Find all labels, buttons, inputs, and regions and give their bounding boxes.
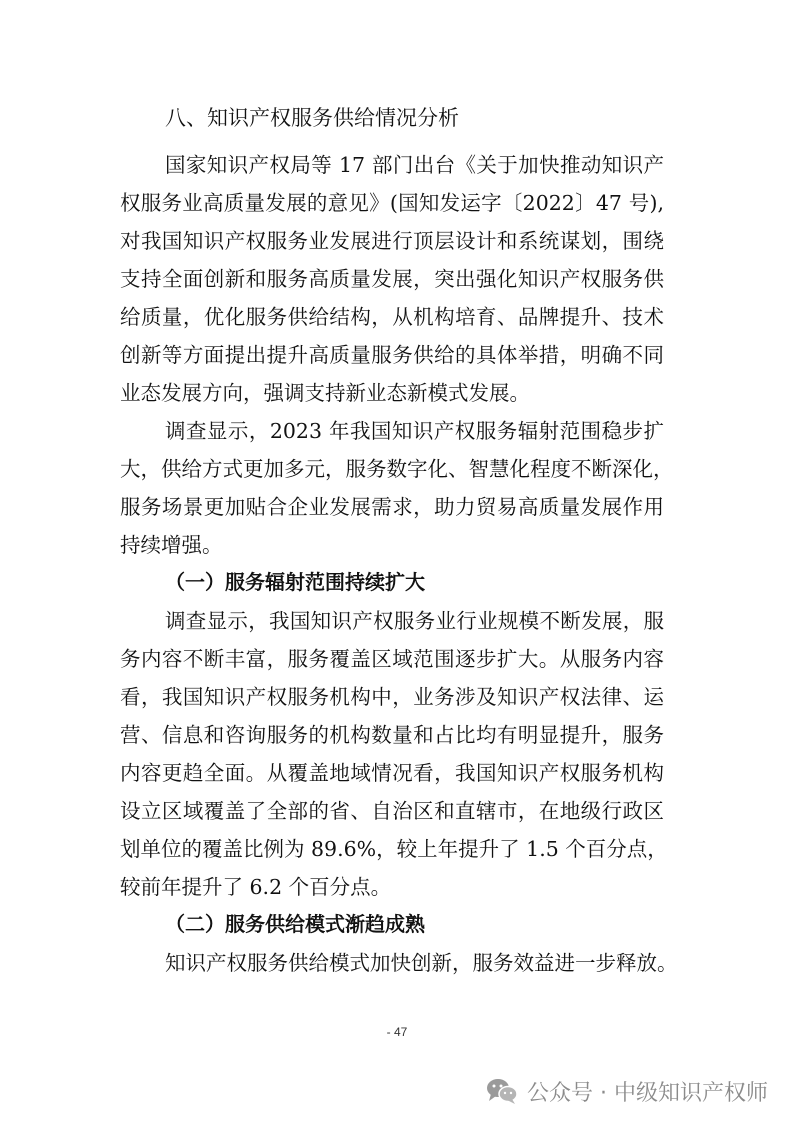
- paragraph-line: 权服务业高质量发展的意见》(国知发运字〔2022〕47 号),: [120, 191, 664, 215]
- paragraph-line: 持续增强。: [120, 533, 223, 557]
- paragraph-line: 服务场景更加贴合企业发展需求，助力贸易高质量发展作用: [120, 495, 664, 519]
- watermark: [485, 1075, 768, 1107]
- paragraph-line: 调查显示，2023 年我国知识产权服务辐射范围稳步扩: [165, 419, 664, 443]
- paragraph-line: 划单位的覆盖比例为 89.6%，较上年提升了 1.5 个百分点，: [120, 837, 668, 861]
- paragraph-line: 知识产权服务供给模式加快创新，服务效益进一步释放。: [165, 951, 678, 975]
- paragraph-line: 给质量，优化服务供给结构，从机构培育、品牌提升、技术: [120, 305, 664, 329]
- subsection-title-2: （二）服务供给模式渐趋成熟: [165, 912, 425, 936]
- page-number: - 47: [386, 1025, 408, 1039]
- paragraph-line: 设立区域覆盖了全部的省、自治区和直辖市，在地级行政区: [120, 799, 664, 823]
- paragraph-line: 看，我国知识产权服务机构中，业务涉及知识产权法律、运: [120, 685, 664, 709]
- paragraph-line: 创新等方面提出提升高质量服务供给的具体举措，明确不同: [120, 343, 664, 367]
- watermark-text: 公众号 · 中级知识产权师: [527, 1080, 768, 1106]
- paragraph-line: 支持全面创新和服务高质量发展，突出强化知识产权服务供: [120, 267, 664, 291]
- paragraph-line: 国家知识产权局等 17 部门出台《关于加快推动知识产: [165, 153, 664, 177]
- subsection-title-1: （一）服务辐射范围持续扩大: [165, 570, 425, 594]
- paragraph-line: 调查显示，我国知识产权服务业行业规模不断发展，服: [165, 609, 664, 633]
- paragraph-line: 大，供给方式更加多元，服务数字化、智慧化程度不断深化，: [120, 457, 674, 481]
- paragraph-line: 较前年提升了 6.2 个百分点。: [120, 875, 392, 899]
- wechat-icon: [485, 1076, 519, 1106]
- section-heading: 八、知识产权服务供给情况分析: [165, 106, 459, 130]
- paragraph-line: 内容更趋全面。从覆盖地域情况看，我国知识产权服务机构: [120, 761, 664, 785]
- paragraph-line: 营、信息和咨询服务的机构数量和占比均有明显提升，服务: [120, 723, 664, 747]
- paragraph-line: 务内容不断丰富，服务覆盖区域范围逐步扩大。从服务内容: [120, 647, 664, 671]
- paragraph-line: 对我国知识产权服务业发展进行顶层设计和系统谋划，围绕: [120, 229, 664, 253]
- paragraph-line: 业态发展方向，强调支持新业态新模式发展。: [120, 381, 530, 405]
